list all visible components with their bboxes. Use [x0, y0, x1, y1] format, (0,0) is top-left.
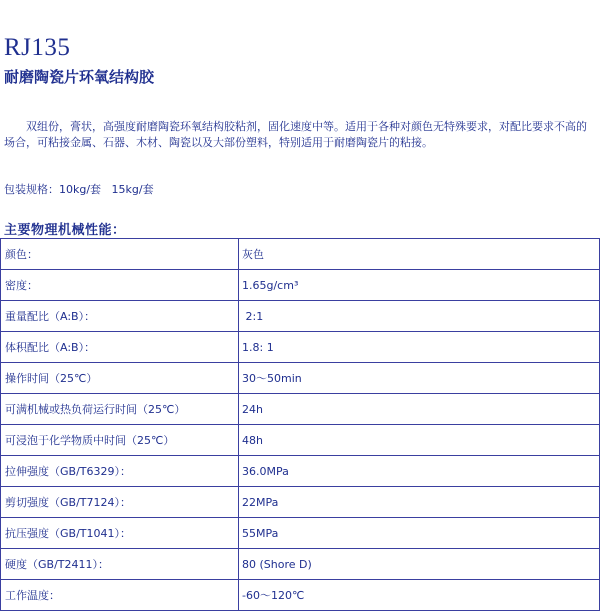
property-label: 可浸泡于化学物质中时间（25℃） — [1, 425, 239, 456]
property-value: 55MPa — [239, 518, 600, 549]
table-row — [1, 549, 600, 580]
property-value: 1.65g/cm³ — [239, 270, 600, 301]
property-label: 体积配比（A:B）： — [1, 332, 239, 363]
property-label: 工作温度： — [1, 580, 239, 611]
properties-table — [0, 238, 600, 611]
property-label: 密度： — [1, 270, 239, 301]
table-row — [1, 394, 600, 425]
product-code: RJ135 — [4, 34, 71, 61]
packaging-spec: 包装规格：10kg/套 15kg/套 — [4, 183, 154, 196]
table-row — [1, 363, 600, 394]
property-value: 22MPa — [239, 487, 600, 518]
property-value: 30～50min — [239, 363, 600, 394]
property-label: 剪切强度（GB/T7124）： — [1, 487, 239, 518]
product-description: 双组份，膏状，高强度耐磨陶瓷环氧结构胶粘剂，固化速度中等。适用于各种对颜色无特殊要求，对配比要求不高的场合，可粘接金属、石器、木材、陶瓷以及大部份塑料，特别适用于耐磨陶瓷片的粘接。 — [4, 120, 587, 149]
table-row — [1, 332, 600, 363]
table-row — [1, 518, 600, 549]
property-value: 80 (Shore D) — [239, 549, 600, 580]
table-row — [1, 456, 600, 487]
property-value: 36.0MPa — [239, 456, 600, 487]
table-row — [1, 270, 600, 301]
property-value: 2:1 — [239, 301, 600, 332]
table-row — [1, 301, 600, 332]
property-value: 灰色 — [239, 239, 600, 270]
property-label: 硬度（GB/T2411）： — [1, 549, 239, 580]
property-label: 拉伸强度（GB/T6329）： — [1, 456, 239, 487]
table-row — [1, 580, 600, 611]
property-label: 操作时间（25℃） — [1, 363, 239, 394]
property-label: 可满机械或热负荷运行时间（25℃） — [1, 394, 239, 425]
table-row — [1, 425, 600, 456]
property-label: 抗压强度（GB/T1041）： — [1, 518, 239, 549]
property-label: 颜色： — [1, 239, 239, 270]
property-value: 1.8: 1 — [239, 332, 600, 363]
table-row — [1, 239, 600, 270]
property-value: -60～120℃ — [239, 580, 600, 611]
section-title: 主要物理机械性能： — [4, 223, 126, 238]
table-row — [1, 487, 600, 518]
property-label: 重量配比（A:B）： — [1, 301, 239, 332]
product-name: 耐磨陶瓷片环氧结构胶 — [4, 68, 155, 86]
property-value: 24h — [239, 394, 600, 425]
property-value: 48h — [239, 425, 600, 456]
